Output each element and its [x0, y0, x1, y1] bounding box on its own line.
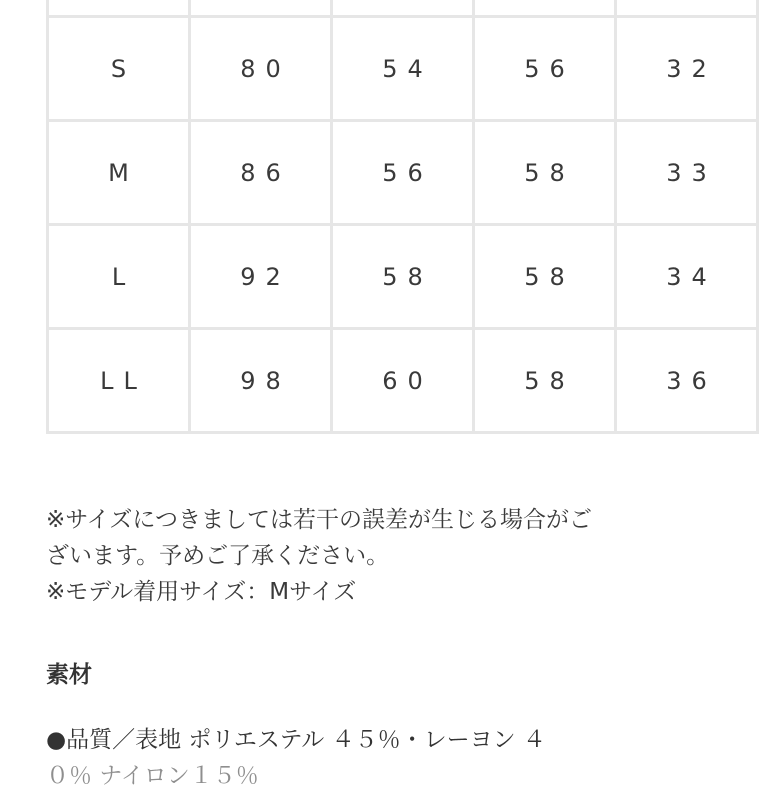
table-header-row-partial	[48, 0, 758, 17]
material-line: ●品質／表地 ポリエステル ４５％・レーヨン ４	[46, 727, 546, 753]
table-cell: 58	[474, 121, 616, 225]
size-table	[46, 0, 759, 434]
table-cell	[616, 0, 758, 17]
table-row	[48, 121, 758, 225]
table-row	[48, 225, 758, 329]
table-cell: 98	[190, 329, 332, 433]
table-cell: 80	[190, 17, 332, 121]
size-notes	[46, 502, 706, 610]
note-line: ※モデル着用サイズ：Mサイズ	[46, 579, 357, 605]
table-cell: 60	[332, 329, 474, 433]
table-cell: 86	[190, 121, 332, 225]
note-line: ざいます。予めご了承ください。	[46, 543, 390, 569]
table-cell: 56	[474, 17, 616, 121]
table-cell: 32	[616, 17, 758, 121]
table-cell: 36	[616, 329, 758, 433]
table-cell	[48, 0, 190, 17]
material-line: ０％ ナイロン１５％	[46, 763, 259, 789]
table-cell: 92	[190, 225, 332, 329]
table-cell	[474, 0, 616, 17]
table-row	[48, 329, 758, 433]
note-line: ※サイズにつきましては若干の誤差が生じる場合がご	[46, 507, 592, 533]
size-label-cell: S	[48, 17, 190, 121]
table-cell	[190, 0, 332, 17]
table-row	[48, 17, 758, 121]
size-label-cell: LL	[48, 329, 190, 433]
material-details	[46, 722, 746, 794]
table-cell	[332, 0, 474, 17]
size-label-cell: M	[48, 121, 190, 225]
table-cell: 33	[616, 121, 758, 225]
table-cell: 58	[474, 225, 616, 329]
size-label-cell: L	[48, 225, 190, 329]
table-cell: 58	[332, 225, 474, 329]
table-cell: 56	[332, 121, 474, 225]
material-heading: 素材	[46, 662, 92, 688]
table-cell: 34	[616, 225, 758, 329]
table-cell: 54	[332, 17, 474, 121]
table-cell: 58	[474, 329, 616, 433]
